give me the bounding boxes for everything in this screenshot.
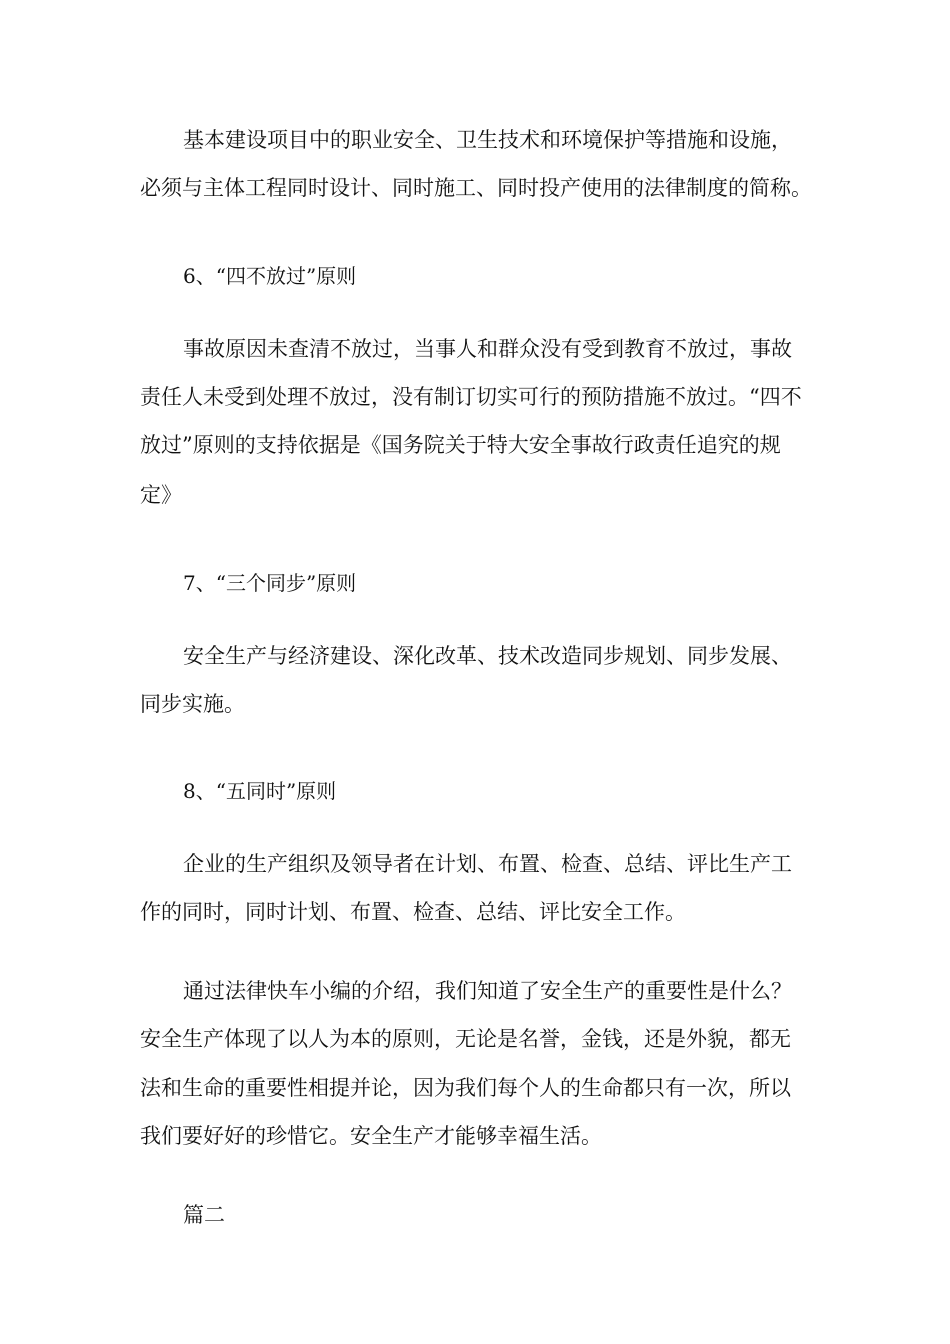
text-line: 定》: [140, 483, 182, 507]
text-line: 法和生命的重要性相提并论，因为我们每个人的生命都只有一次，所以: [140, 1076, 791, 1100]
heading-4bufangguo: 6、“四不放过”原则: [183, 264, 357, 288]
text-line: 安全生产体现了以人为本的原则，无论是名誉，金钱，还是外貌，都无: [140, 1027, 791, 1051]
section-heading-pian2: 篇二: [183, 1203, 225, 1227]
text-line: 基本建设项目中的职业安全、卫生技术和环境保护等措施和设施，: [183, 128, 792, 152]
text-line: 责任人未受到处理不放过，没有制订切实可行的预防措施不放过。“四不: [140, 385, 802, 409]
text-line: 必须与主体工程同时设计、同时施工、同时投产使用的法律制度的简称。: [140, 176, 812, 200]
text-line: 作的同时，同时计划、布置、检查、总结、评比安全工作。: [140, 900, 686, 924]
text-line: 事故原因未查清不放过，当事人和群众没有受到教育不放过，事故: [183, 337, 792, 361]
text-line: 我们要好好的珍惜它。安全生产才能够幸福生活。: [140, 1124, 602, 1148]
text-line: 放过”原则的支持依据是《国务院关于特大安全事故行政责任追究的规: [140, 433, 781, 457]
text-line: 通过法律快车小编的介绍，我们知道了安全生产的重要性是什么？: [183, 979, 792, 1003]
heading-5tongshi: 8、“五同时”原则: [183, 779, 337, 803]
heading-3tongbu: 7、“三个同步”原则: [183, 571, 357, 595]
text-line: 企业的生产组织及领导者在计划、布置、检查、总结、评比生产工: [183, 852, 792, 876]
text-line: 同步实施。: [140, 692, 245, 716]
text-line: 安全生产与经济建设、深化改革、技术改造同步规划、同步发展、: [183, 644, 792, 668]
